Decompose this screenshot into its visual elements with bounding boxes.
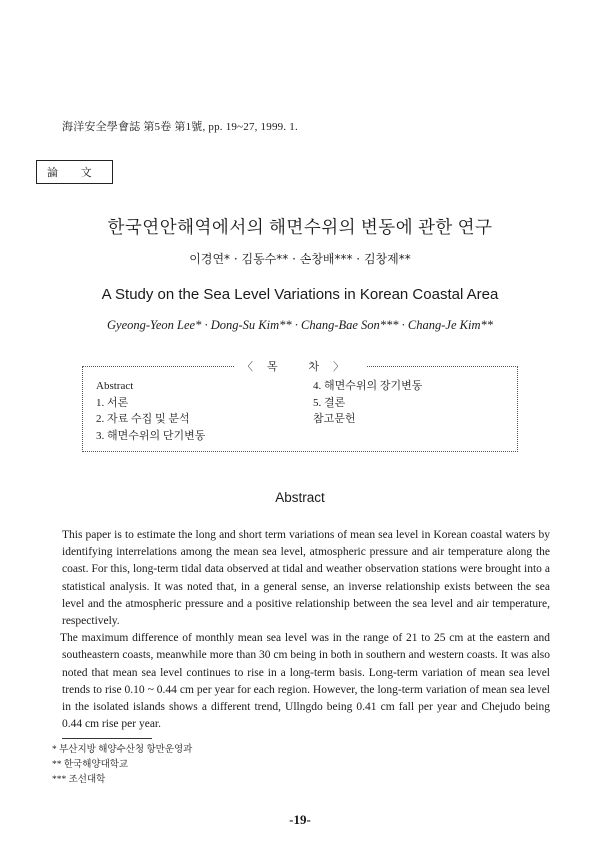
footnote: *** 조선대학 xyxy=(52,775,106,785)
journal-citation: 海洋安全學會誌 第5卷 第1號, pp. 19~27, 1999. 1. xyxy=(62,121,298,133)
abstract-heading: Abstract xyxy=(275,490,325,505)
toc-item: 4. 해면수위의 장기변동 xyxy=(313,380,423,392)
abstract-paragraph: The maximum difference of monthly mean sea level was in the range of 21 to 25 cm at the eastern and southeastern coasts, meanwhile more than 30 cm being in both in southern and western coasts. It was also noted that mean sea level continues to rise in a long-term basis. Long-term variation of mean sea level trends to rise 0.10 ~ 0.44 cm per year for each region. However, the long-term variation of mean sea level in the isolated islands shows a different trend, Ullngdo being 0.41 cm fall per year and Chejudo being 0.44 cm rise per year. xyxy=(60,632,550,731)
footnote-divider xyxy=(62,738,152,739)
toc-item: 2. 자료 수집 및 분석 xyxy=(96,413,190,425)
toc-item: 5. 결론 xyxy=(313,396,346,409)
footnote: ** 한국해양대학교 xyxy=(52,760,129,770)
toc-left-column xyxy=(96,378,205,444)
toc-item: 1. 서론 xyxy=(96,396,129,409)
footnotes xyxy=(52,743,192,788)
section-label: 論 文 xyxy=(36,160,113,184)
title-english: A Study on the Sea Level Variations in Korean Coastal Area xyxy=(101,286,499,303)
abstract-body xyxy=(62,527,550,733)
toc-item: Abstract xyxy=(96,380,134,392)
footnote: * 부산지방 해양수산청 항만운영과 xyxy=(52,745,193,755)
table-of-contents xyxy=(82,361,518,452)
abstract-paragraph: This paper is to estimate the long and short term variations of mean sea level in Korean coastal waters by identifying interrelations among the mean sea level, atmospheric pressure and air temperature along the coast. For this, long-term tidal data observed at tidal and weather observation stations were brought into a statistical analysis. It was noted that, in a general sense, an inverse relationship exists between the sea level and the atmospheric pressure and a positive relationship between the sea level and air temperature, respectively. xyxy=(62,529,550,628)
page-number: -19- xyxy=(289,812,311,827)
toc-right-column xyxy=(313,378,422,428)
toc-item: 3. 해면수위의 단기변동 xyxy=(96,429,206,442)
authors-english: Gyeong-Yeon Lee* · Dong-Su Kim** · Chang-Bae Son*** · Chang-Je Kim** xyxy=(107,318,493,332)
authors-korean: 이경연* · 김동수** · 손창배*** · 김창제** xyxy=(189,252,411,266)
title-korean: 한국연안해역에서의 해면수위의 변동에 관한 연구 xyxy=(107,217,493,237)
toc-heading: 〈목 차〉 xyxy=(234,361,366,373)
toc-item: 참고문헌 xyxy=(313,413,356,425)
